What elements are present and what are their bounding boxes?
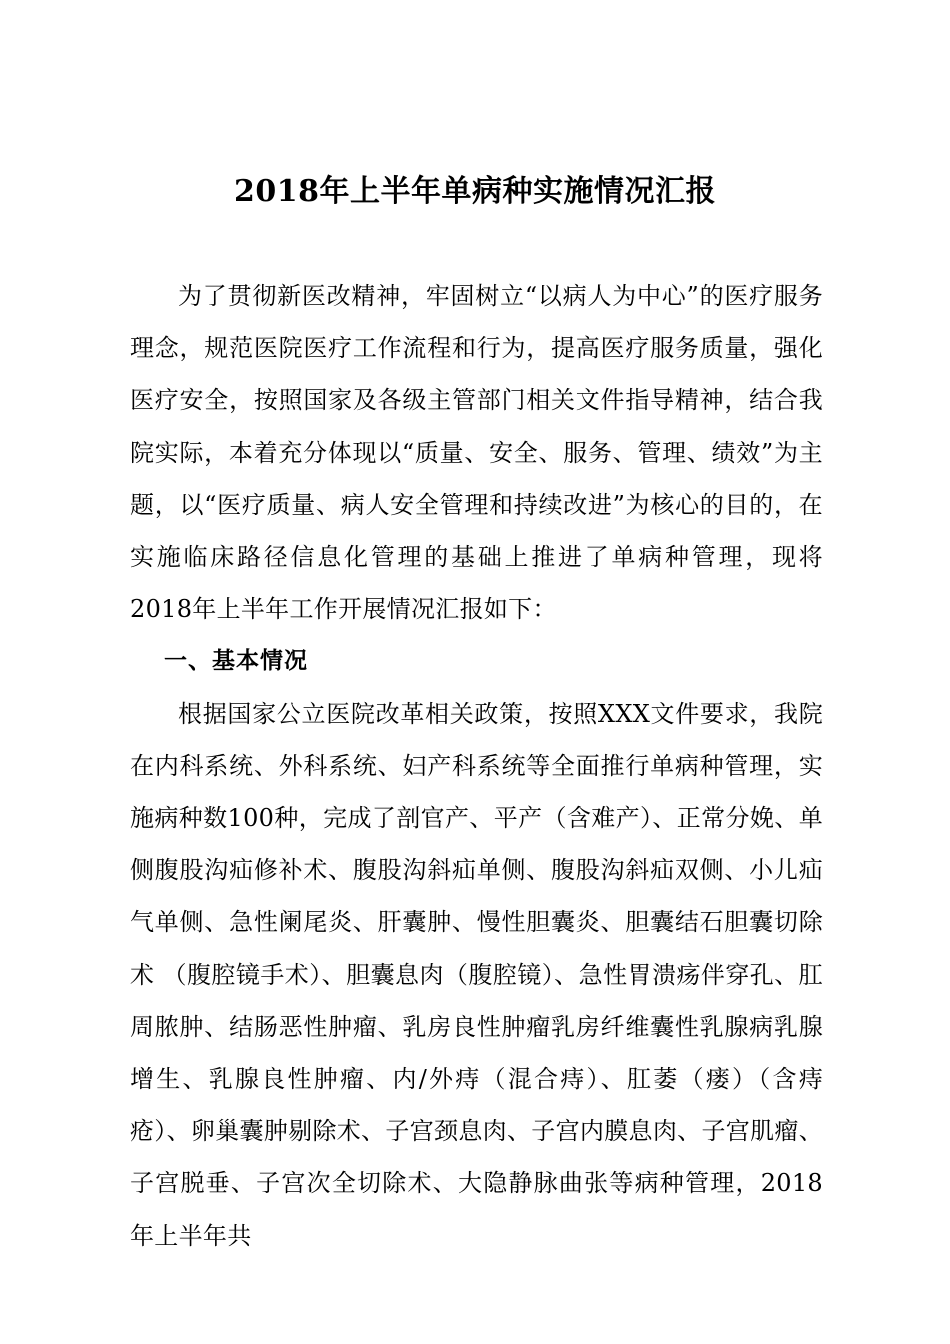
document-body	[130, 270, 823, 1262]
section-paragraph-basic-situation: 根据国家公立医院改革相关政策，按照XXX文件要求，我院在内科系统、外科系统、妇产科系统等全面推行单病种管理，实施病种数100种，完成了剖官产、平产（含难产）、正常分娩、单侧腹股沟疝修补术、腹股沟斜疝单侧、腹股沟斜疝双侧、小儿疝气单侧、急性阑尾炎、肝囊肿、慢性胆囊炎、胆囊结石胆囊切除术 （腹腔镜手术）、胆囊息肉（腹腔镜）、急性胃溃疡伴穿孔、肛周脓肿、结肠恶性肿瘤、乳房良性肿瘤乳房纤维囊性乳腺病乳腺增生、乳腺良性肿瘤、内/外痔（混合痔）、肛萎（瘘）（含痔疮）、卵巢囊肿剔除术、子宫颈息肉、子宫内膜息肉、子宫肌瘤、子宫脱垂、子宫次全切除术、大隐静脉曲张等病种管理，2018年上半年共	[130, 699, 823, 1250]
document-title: 2018年上半年单病种实施情况汇报	[234, 174, 716, 209]
intro-paragraph: 为了贯彻新医改精神，牢固树立“以病人为中心”的医疗服务理念，规范医院医疗工作流程和行为，提高医疗服务质量，强化医疗安全，按照国家及各级主管部门相关文件指导精神，结合我院实际，本着充分体现以“质量、安全、服务、管理、绩效”为主题，以“医疗质量、病人安全管理和持续改进”为核心的目的，在实施临床路径信息化管理的基础上推进了单病种管理，现将2018年上半年工作开展情况汇报如下：	[130, 282, 823, 624]
section-heading-basic-situation: 一、基本情况	[164, 648, 308, 675]
